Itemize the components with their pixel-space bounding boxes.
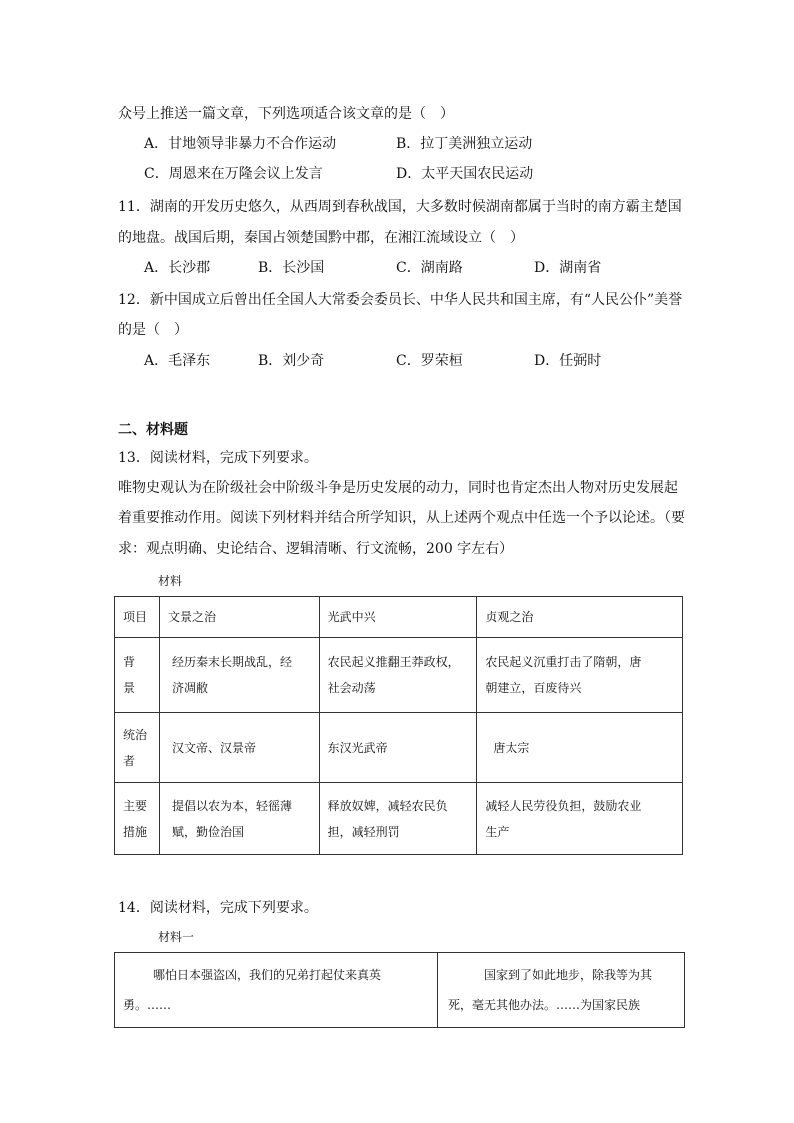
cell-text: 减轻人民劳役负担，鼓励农业 (485, 798, 642, 813)
q14-material-right (438, 953, 684, 1027)
table-cell (319, 638, 477, 713)
q11-option-c: C．湖南路 (396, 260, 463, 276)
q12-option-a: A．毛泽东 (144, 353, 211, 369)
q11-option-b: B．长沙国 (258, 260, 325, 276)
row-label-text: 者 (123, 753, 136, 768)
table-cell (159, 783, 319, 855)
cell-text: 农民起义沉重打击了隋朝，唐 (485, 655, 642, 669)
cell-text: 社会动荡 (327, 681, 376, 695)
cell-text: 提倡以农为本，轻徭薄 (171, 798, 292, 813)
q14-material-box (114, 952, 685, 1028)
q13-stem-line2: 唯物史观认为在阶级社会中阶级斗争是历史发展的动力，同时也肯定杰出人物对历史发展起 (118, 480, 678, 496)
q11-stem-line1: 11．湖南的开发历史悠久，从西周到春秋战国，大多数时候湖南都属于当时的南方霸主楚国 (118, 199, 682, 215)
table-cell (319, 783, 477, 855)
q13-material-caption: 材料 (158, 574, 183, 588)
material-text: 国家到了如此地步，除我等为其 (484, 968, 653, 982)
table-cell (477, 783, 683, 855)
table-header-cell: 项目 (115, 597, 160, 638)
q10-option-d: D．太平天国农民运动 (396, 166, 534, 182)
q14-material-caption: 材料一 (158, 930, 195, 944)
material-text: 哪怕日本强盗凶，我们的兄弟打起仗来真英 (153, 968, 382, 982)
q12-option-c: C．罗荣桓 (396, 353, 463, 369)
row-label-text: 背 (123, 655, 136, 669)
row-label-text: 措施 (123, 824, 148, 839)
q12-option-d: D．任弼时 (534, 353, 602, 369)
cell-text: 东汉光武帝 (327, 740, 388, 755)
table-header-cell: 贞观之治 (477, 597, 683, 638)
q11-option-a: A．长沙郡 (144, 260, 211, 276)
row-label-text: 统治 (123, 727, 148, 742)
row-label (115, 783, 160, 855)
q13-stem-line1: 13．阅读材料，完成下列要求。 (118, 450, 318, 466)
section-title: 二、材料题 (118, 422, 188, 438)
q12-option-b: B．刘少奇 (258, 353, 325, 369)
row-label-text: 景 (123, 681, 136, 695)
q11-stem-line2: 的地盘。战国后期，秦国占领楚国黔中郡，在湘江流域设立（ ） (118, 230, 524, 246)
cell-text: 唐太宗 (493, 740, 530, 755)
material-text: 勇。…… (123, 998, 172, 1012)
q10-option-b: B．拉丁美洲独立运动 (396, 136, 533, 152)
cell-text: 释放奴婢，减轻农民负 (327, 798, 448, 813)
table-cell (159, 638, 319, 713)
q10-stem: 众号上推送一篇文章，下列选项适合该文章的是（ ） (118, 106, 454, 122)
q13-stem-line4: 求：观点明确、史论结合、逻辑清晰、行文流畅，200 字左右） (118, 541, 514, 557)
table-cell (477, 713, 683, 783)
table-header-cell: 光武中兴 (319, 597, 477, 638)
row-label (115, 713, 160, 783)
q14-material-left (115, 953, 438, 1027)
table-cell (319, 713, 477, 783)
table-row (115, 783, 683, 855)
row-label (115, 638, 160, 713)
cell-text: 生产 (485, 824, 510, 839)
cell-text: 农民起义推翻王莽政权， (327, 655, 460, 669)
q11-option-d: D．湖南省 (534, 260, 602, 276)
q10-option-a: A．甘地领导非暴力不合作运动 (144, 136, 337, 152)
q10-option-c: C．周恩来在万隆会议上发言 (144, 166, 323, 182)
table-row (115, 713, 683, 783)
material-text: 死，毫无其他办法。……为国家民族 (448, 998, 641, 1012)
cell-text: 担，减轻刑罚 (327, 824, 400, 839)
q12-stem-line2: 的是（ ） (118, 322, 188, 338)
cell-text: 汉文帝、汉景帝 (171, 740, 256, 755)
row-label-text: 主要 (123, 798, 148, 813)
table-cell (477, 638, 683, 713)
q14-stem: 14．阅读材料，完成下列要求。 (118, 900, 318, 916)
q13-material-table (114, 596, 683, 855)
q12-stem-line1: 12．新中国成立后曾出任全国人大常委会委员长、中华人民共和国主席，有“人民公仆”美誉 (118, 292, 683, 308)
table-header-cell: 文景之治 (159, 597, 319, 638)
q13-stem-line3: 着重要推动作用。阅读下列材料并结合所学知识，从上述两个观点中任选一个予以论述。（要 (118, 510, 685, 526)
table-cell (159, 713, 319, 783)
cell-text: 朝建立，百废待兴 (485, 681, 582, 695)
table-row (115, 638, 683, 713)
cell-text: 赋，勤俭治国 (171, 824, 244, 839)
table-header-row (115, 597, 683, 638)
cell-text: 济凋敝 (171, 681, 208, 695)
cell-text: 经历秦末长期战乱，经 (171, 655, 292, 669)
